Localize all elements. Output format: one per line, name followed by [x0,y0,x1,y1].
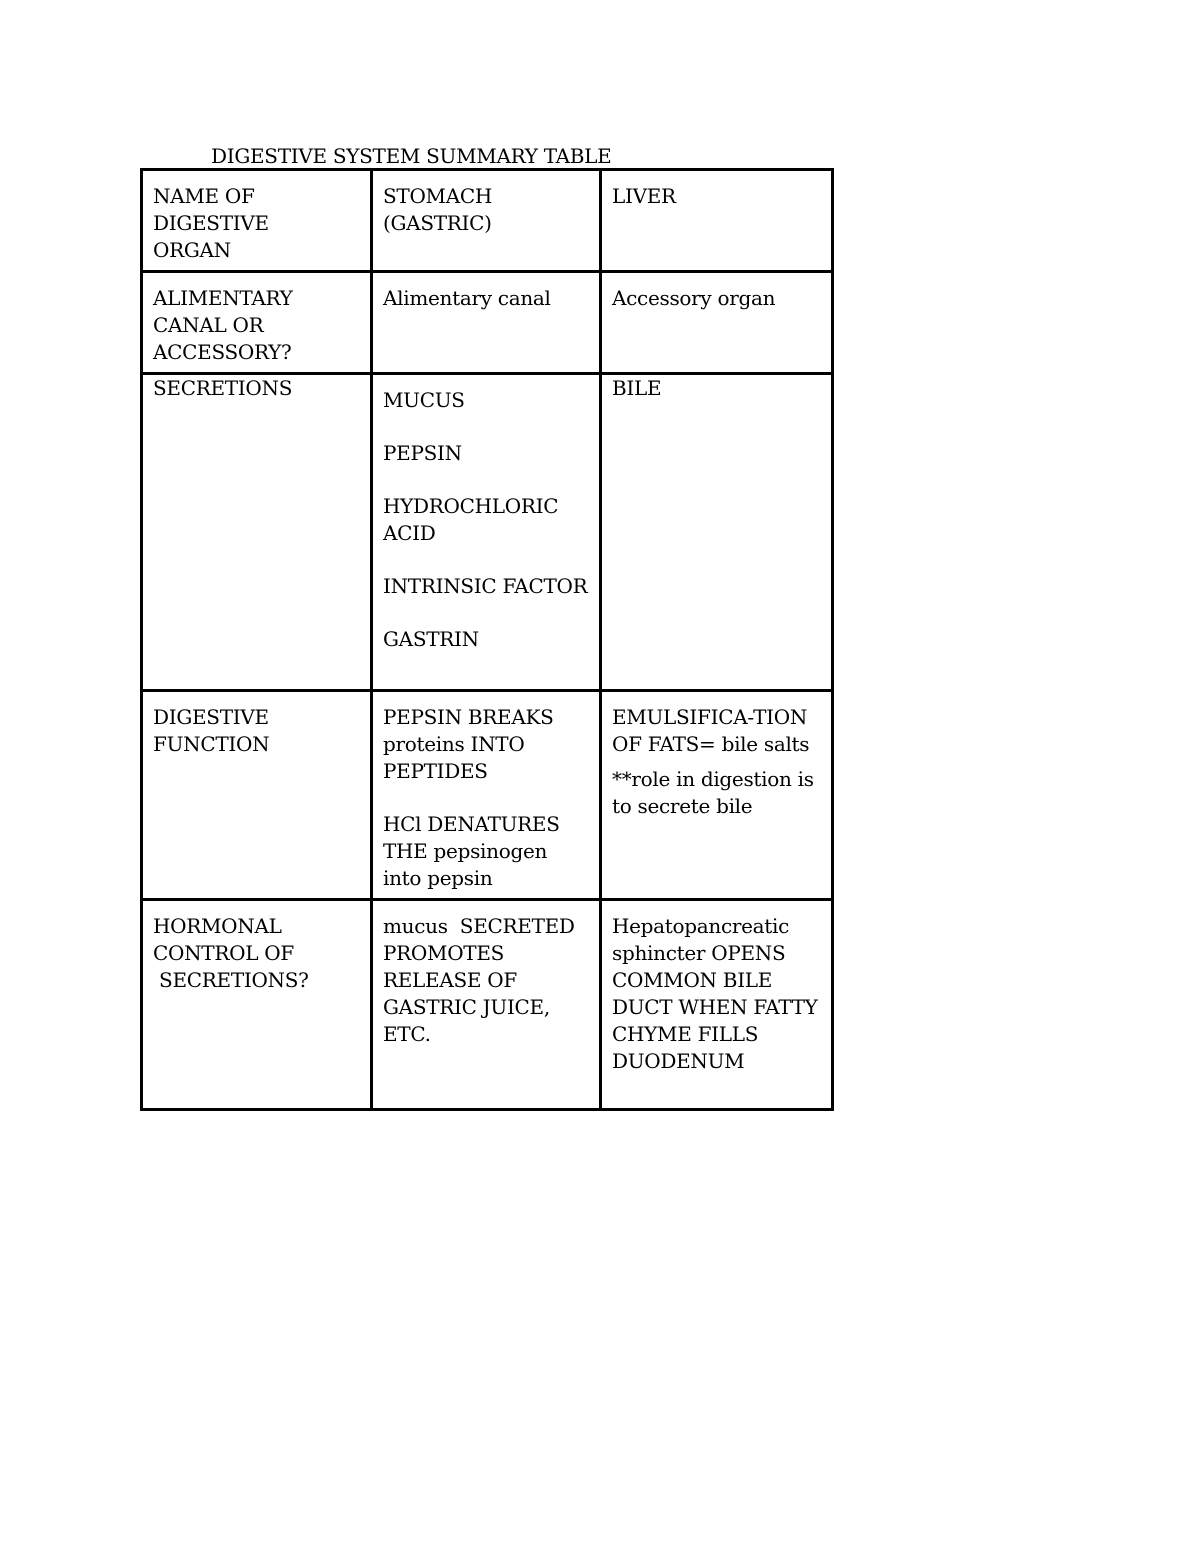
header-stomach-cell: STOMACH (GASTRIC) [372,170,601,272]
function-label-cell: DIGESTIVE FUNCTION [142,691,372,900]
header-liver-cell: LIVER [601,170,833,272]
secretions-stomach-cell: MUCUS PEPSIN HYDROCHLORIC ACID INTRINSIC FACTOR GASTRIN [372,374,601,691]
organ-type-liver-cell: Accessory organ [601,272,833,374]
hormonal-liver-cell: Hepatopancreatic sphincter OPENS COMMON BILE DUCT WHEN FATTY CHYME FILLS DUODENUM [601,900,833,1110]
table-row-organ-type [142,272,833,374]
organ-type-stomach-cell: Alimentary canal [372,272,601,374]
hormonal-label-cell: HORMONAL CONTROL OF SECRETIONS? [142,900,372,1110]
summary-table [140,168,834,1111]
function-liver-cell: EMULSIFICA-TION OF FATS= bile salts **role in digestion is to secrete bile [601,691,833,900]
organ-type-label-cell: ALIMENTARY CANAL OR ACCESSORY? [142,272,372,374]
function-stomach-cell: PEPSIN BREAKS proteins INTO PEPTIDES HCl DENATURES THE pepsinogen into pepsin [372,691,601,900]
table-row-digestive-function [142,691,833,900]
table-row-header [142,170,833,272]
hormonal-stomach-cell: mucus SECRETED PROMOTES RELEASE OF GASTRIC JUICE, ETC. [372,900,601,1110]
document-title: DIGESTIVE SYSTEM SUMMARY TABLE [211,144,612,168]
table-row-secretions [142,374,833,691]
secretions-label-cell: SECRETIONS [142,374,372,691]
header-label-cell: NAME OF DIGESTIVE ORGAN [142,170,372,272]
table-row-hormonal-control [142,900,833,1110]
secretions-liver-cell: BILE [601,374,833,691]
